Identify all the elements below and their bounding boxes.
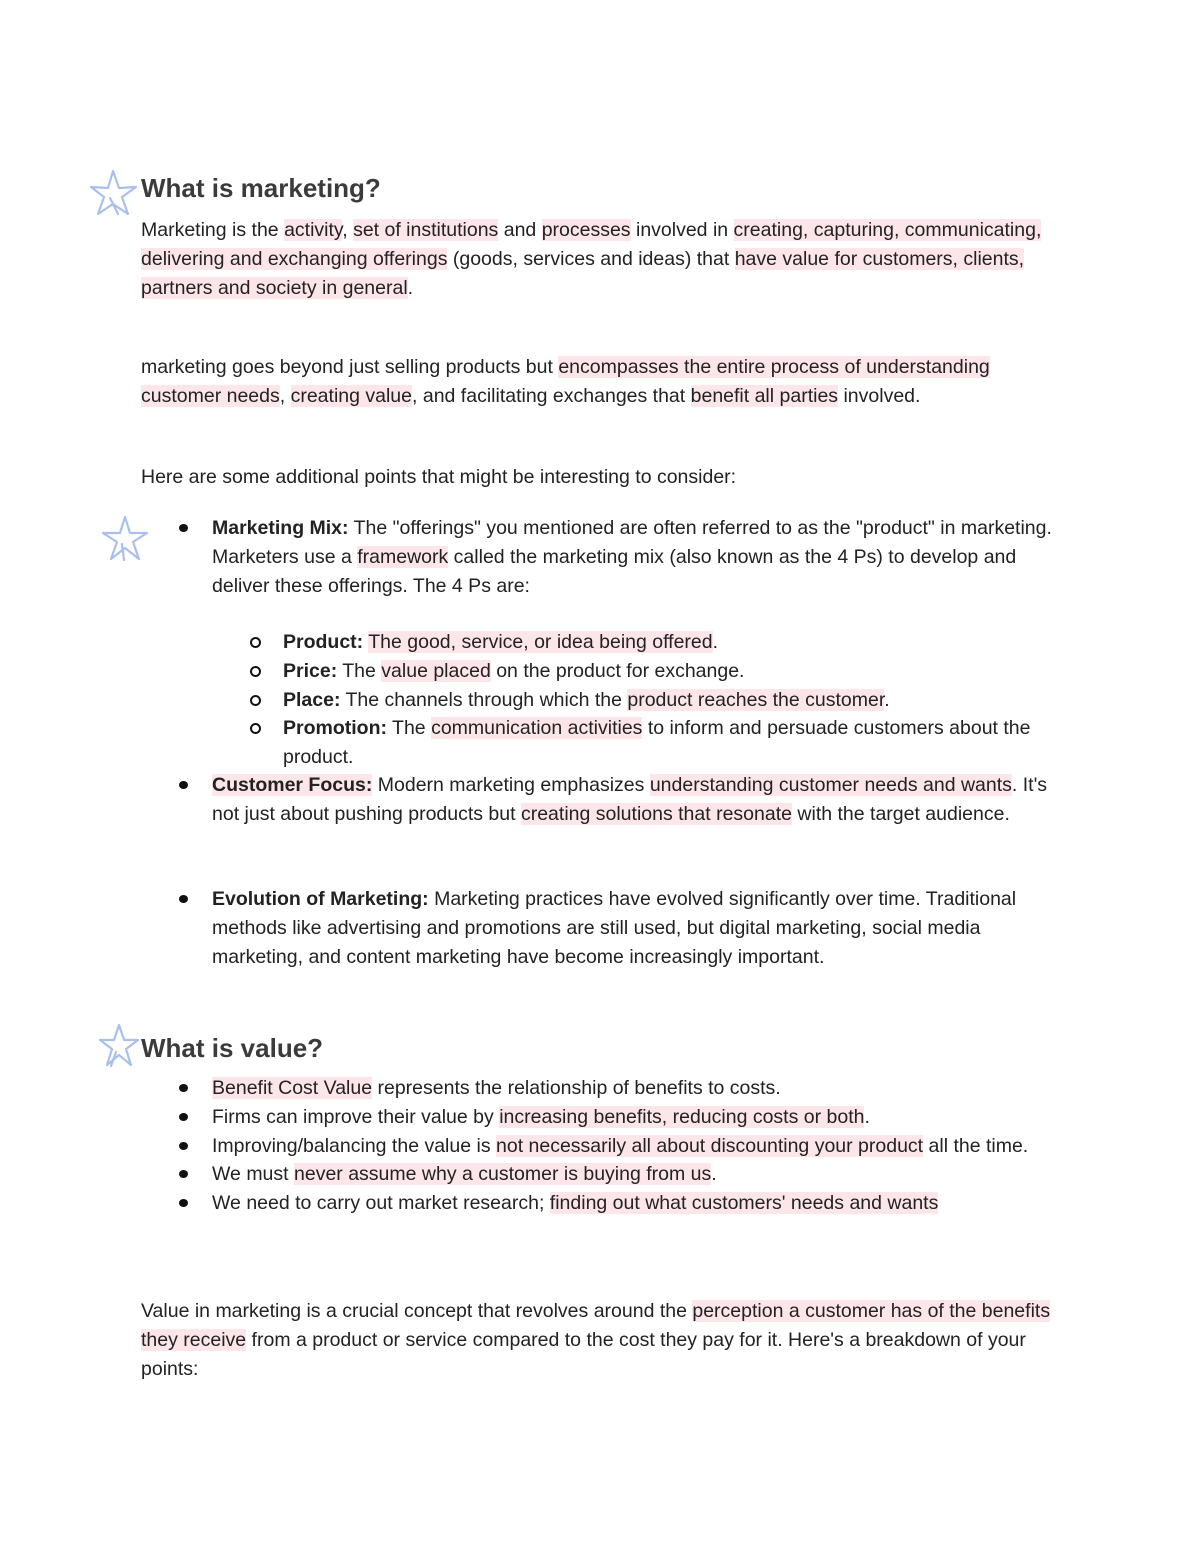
list-item-price: Price: The value placed on the product for exchange. xyxy=(212,657,1071,686)
star-doodle-icon xyxy=(98,1022,140,1068)
section-heading: What is marketing? xyxy=(141,173,381,203)
section-what-is-value xyxy=(141,1031,1071,1065)
list-item-marketing-mix: Marketing Mix: The "offerings" you mentioned are often referred to as the "product" in marketing. Marketers use a framework called the marketing mix (also known as the 4 Ps) to develop and deliver these offerings. The 4 Ps are: xyxy=(141,514,1071,600)
marketing-beyond-paragraph xyxy=(141,353,1071,411)
value-bullets-list xyxy=(141,1074,1071,1218)
additional-points-intro xyxy=(141,463,1071,492)
section-heading: What is value? xyxy=(141,1033,324,1063)
list-item-promotion: Promotion: The communication activities to inform and persuade customers about the product. xyxy=(212,714,1071,772)
star-doodle-icon xyxy=(88,168,138,218)
list-item-place: Place: The channels through which the product reaches the customer. xyxy=(212,686,1071,715)
value-definition-paragraph xyxy=(141,1297,1071,1383)
evolution-list xyxy=(141,885,1071,971)
list-item: We must never assume why a customer is buying from us. xyxy=(141,1160,1071,1189)
marketing-definition-paragraph xyxy=(141,216,1071,302)
list-item: Improving/balancing the value is not necessarily all about discounting your product all the time. xyxy=(141,1132,1071,1161)
list-item-evolution: Evolution of Marketing: Marketing practices have evolved significantly over time. Traditional methods like advertising and promotions are still used, but digital marketing, social media marketing, and content marketing have become increasingly important. xyxy=(141,885,1071,971)
marketing-mix-list xyxy=(141,514,1071,600)
list-item-product: Product: The good, service, or idea being offered. xyxy=(212,628,1071,657)
section-what-is-marketing xyxy=(141,171,1071,205)
paragraph: Marketing is the activity, set of institutions and processes involved in creating, capturing, communicating, delivering and exchanging offerings (goods, services and ideas) that have value for customers, clients, partners and society in general. xyxy=(141,219,1042,299)
four-ps-list xyxy=(141,628,1071,772)
paragraph: marketing goes beyond just selling products but encompasses the entire process of understanding customer needs, creating value, and facilitating exchanges that benefit all parties involved. xyxy=(141,356,990,407)
list-item: Benefit Cost Value represents the relationship of benefits to costs. xyxy=(141,1074,1071,1103)
list-item: We need to carry out market research; finding out what customers' needs and wants xyxy=(141,1189,1071,1218)
list-item: Firms can improve their value by increasing benefits, reducing costs or both. xyxy=(141,1103,1071,1132)
customer-focus-list xyxy=(141,771,1071,829)
paragraph: Value in marketing is a crucial concept that revolves around the perception a customer has of the benefits they receive from a product or service compared to the cost they pay for it. Here's a breakdown of your points: xyxy=(141,1300,1051,1380)
list-item-customer-focus: Customer Focus: Modern marketing emphasizes understanding customer needs and wants. It's not just about pushing products but creating solutions that resonate with the target audience. xyxy=(141,771,1071,829)
paragraph: Here are some additional points that might be interesting to consider: xyxy=(141,466,737,488)
